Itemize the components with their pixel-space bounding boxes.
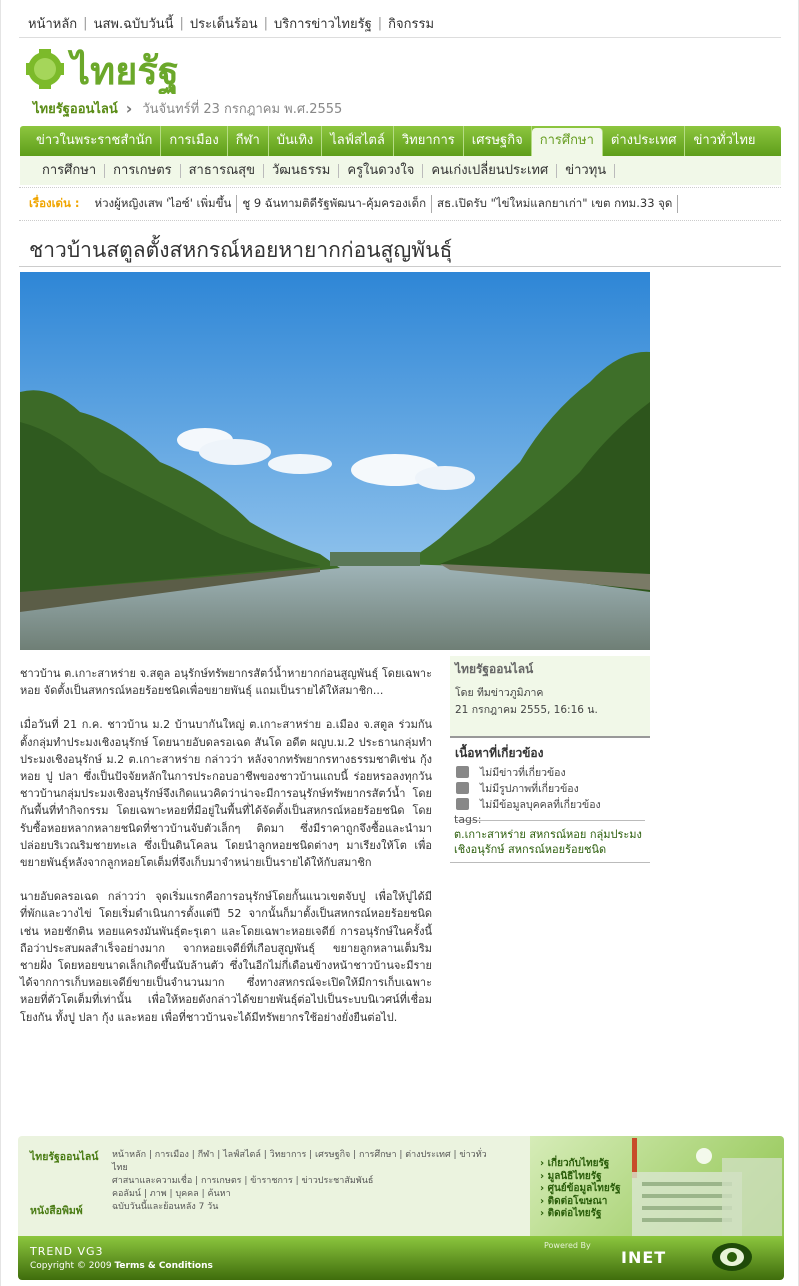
footer-brand-print: หนังสือพิมพ์ xyxy=(30,1205,83,1217)
divider xyxy=(450,862,650,863)
footer-link-row[interactable]: หน้าหลัก | การเมือง | กีฬา | ไลฟ์สไตล์ | วิทยาการ | เศรษฐกิจ | การศึกษา | ต่างประเทศ | ข่าวทั่วไทย xyxy=(112,1150,487,1173)
nav-science[interactable]: วิทยาการ xyxy=(394,126,464,156)
footer-corp-link[interactable]: › ติดต่อโฆษณา xyxy=(540,1196,621,1209)
nav-entertainment[interactable]: บันเทิง xyxy=(269,126,323,156)
news-icon xyxy=(456,766,469,778)
divider xyxy=(19,37,781,38)
hot-news-item[interactable]: ห่วงผู้หญิงเสพ 'ไอซ์' เพิ่มขึ้น xyxy=(90,195,238,213)
tags-label: tags: xyxy=(454,813,482,826)
sub-nav xyxy=(20,156,781,185)
nav-royal-news[interactable]: ข่าวในพระราชสำนัก xyxy=(28,126,161,156)
article-lead: ชาวบ้าน ต.เกาะสาหร่าย จ.สตูล อนุรักษ์ทรัพยากรสัตว์น้ำหายากก่อนสูญพันธุ์ โดยเฉพาะหอย จัดตั้งเป็นสหกรณ์หอยร้อยชนิดเพื่อขยายพันธุ์ แถมเป็นรายได้ให้สมาชิก... xyxy=(20,667,432,698)
top-link-home[interactable]: หน้าหลัก xyxy=(28,16,78,32)
person-icon xyxy=(456,798,469,810)
nav-sports[interactable]: กีฬา xyxy=(228,126,269,156)
subnav-talent[interactable]: คนเก่งเปลี่ยนประเทศ xyxy=(423,164,557,178)
tags-box xyxy=(454,812,650,857)
article-paragraph: เมื่อวันที่ 21 ก.ค. ชาวบ้าน ม.2 บ้านบากันใหญ่ ต.เกาะสาหร่าย อ.เมือง จ.สตูล ร่วมกันตั้งกลุ่มทำประมงเชิงอนุรักษ์ โดยนายอับดลรอเฉด สันโด อดีต ผญบ.ม.2 ประธานกลุ่มทำประมงเชิงอนุรักษ์ ม.2 ต.เกาะสาหร่าย กล่าวว่า หลังจากทรัพยากรทางธรรมชาติเช่น กุ้ง หอย ปู ปลา ซึ่งเป็นปัจจัยหลักในการประกอบอาชีพของชาวบ้านแถบนี้ ร่อยหรอลงทุกวัน ชาวบ้านกลุ่มประมงเชิงอนุรักษ์จึงเกิดแนวคิดว่าน่าจะมีการอนุรักษ์ทรัพยากรสัตว์น้ำ โดยกันพื้นที่ทำกิจกรรม โดยเฉพาะหอยที่มีอยู่ในพื้นที่ได้จัดตั้งเป็นสหกรณ์หอยร้อยชนิด โดยรับซื้อหอยหลากหลายชนิดที่ชาวบ้านจับตัวเล็กๆ ติดมา ซึ่งมีราคาถูกจึงซื้อและนำมาปล่อยบริเวณริมชายทะเล ซึ่งเป็นดินโคลน โดยนำลูกหอยชนิดต่างๆ มาเรียงให้โต เพื่อขยายพันธุ์หลังจากลูกหอยโตเต็มที่จึงเก็บมาจำหน่ายเป็นรายได้ให้กับสมาชิก xyxy=(20,718,432,870)
meta-source: ไทยรัฐออนไลน์ xyxy=(455,662,534,676)
footer-corporate-links xyxy=(540,1158,621,1221)
main-nav xyxy=(20,126,781,156)
site-subhead xyxy=(33,98,342,119)
top-link-hot-issues[interactable]: ประเด็นร้อน xyxy=(189,16,258,32)
meta-timestamp: 21 กรกฎาคม 2555, 16:16 น. xyxy=(455,704,598,716)
nav-education[interactable]: การศึกษา xyxy=(532,128,603,156)
top-link-activities[interactable]: กิจกรรม xyxy=(388,16,435,32)
nav-lifestyle[interactable]: ไลฟ์สไตล์ xyxy=(322,126,394,156)
footer-link-row[interactable]: คอลัมน์ | ภาพ | บุคคล | ค้นหา xyxy=(112,1189,231,1199)
subnav-teacher[interactable]: ครูในดวงใจ xyxy=(339,164,423,178)
article-photo xyxy=(20,272,650,650)
powered-by-label: Powered By xyxy=(544,1241,591,1250)
footer-links-area xyxy=(18,1136,530,1238)
top-link-services[interactable]: บริการข่าวไทยรัฐ xyxy=(273,16,372,32)
top-link-today-paper[interactable]: นสพ.ฉบับวันนี้ xyxy=(93,16,174,32)
nav-economy[interactable]: เศรษฐกิจ xyxy=(464,126,532,156)
logo-text: ไทยรัฐ xyxy=(71,49,179,93)
camera-icon xyxy=(456,782,469,794)
article-meta-box xyxy=(450,656,650,736)
article-headline: ชาวบ้านสตูลตั้งสหกรณ์หอยหายากก่อนสูญพันธุ์ xyxy=(29,238,453,262)
article-paragraph: นายอับดลรอเฉด กล่าวว่า จุดเริ่มแรกคือการอนุรักษ์โดยกั้นแนวเขตจับปู เพื่อให้ปูได้มีที่พักและวางไข่ โดยเริ่มดำเนินการตั้งแต่ปี 52 จากนั้นก็มาตั้งเป็นสหกรณ์หอยร้อยชนิด เช่น หอยชักติน หอยแครงมันพันธุ์ตะรุเตา และโดยเฉพาะหอยเจดีย์ การอนุรักษ์ในครั้งนี้ถือว่าประสบผลสำเร็จอย่างมาก จากหอยเจดีย์ที่เกือบสูญพันธุ์ ขยายลูกหลานเต็มริมชายฝั่ง โดยหอยขนาดเล็กเกิดขึ้นนับล้านตัว ซึ่งในอีกไม่กี่เดือนข้างหน้าชาวบ้านจะมีรายได้จากการเก็บหอยเจดีย์ขายเป็นจำนวนมาก ซึ่งทางสหกรณ์จะเปิดให้มีการเก็บเฉพาะหอยที่ตัวโตเต็มที่เท่านั้น เพื่อให้หอยดังกล่าวได้ขยายพันธุ์ต่อไปเป็นระบบนิเวศน์ที่เชื่อมโยงกัน ทั้งปู ปลา กุ้ง และหอย เพื่อที่ชาวบ้านจะได้มีทรัพยากรใช้อย่างยั่งยืนต่อไป. xyxy=(20,890,432,1024)
footer-link-row[interactable]: ศาสนาและความเชื่อ | การเกษตร | ข้าราชการ | ข่าวประชาสัมพันธ์ xyxy=(112,1176,374,1186)
copyright: Copyright © 2009 Terms & Conditions xyxy=(30,1261,213,1271)
footer-link-print[interactable]: ฉบับวันนี้และย้อนหลัง 7 วัน xyxy=(112,1202,219,1212)
footer-brand-online: ไทยรัฐออนไลน์ xyxy=(30,1151,99,1163)
thairath-logo[interactable] xyxy=(23,44,195,94)
nav-foreign[interactable]: ต่างประเทศ xyxy=(603,126,686,156)
subnav-agriculture[interactable]: การเกษตร xyxy=(105,164,180,178)
footer-links xyxy=(112,1149,492,1214)
footer-corp-link[interactable]: › ศูนย์ข้อมูลไทยรัฐ xyxy=(540,1183,621,1196)
footer-corp-link[interactable]: › ติดต่อไทยรัฐ xyxy=(540,1208,621,1221)
tags-list[interactable]: ต.เกาะสาหร่าย สหกรณ์หอย กลุ่มประมงเชิงอนุรักษ์ สหกรณ์หอยร้อยชนิด xyxy=(454,828,642,856)
nav-local[interactable]: ข่าวทั่วไทย xyxy=(693,133,756,148)
meta-byline: โดย ทีมข่าวภูมิภาค xyxy=(455,687,544,699)
article-body xyxy=(20,665,432,1043)
footer xyxy=(18,1136,784,1280)
subnav-public-health[interactable]: สาธารณสุข xyxy=(181,164,264,178)
nav-politics[interactable]: การเมือง xyxy=(161,126,227,156)
trend-logo: TREND VG3 xyxy=(30,1245,104,1258)
footer-bar xyxy=(18,1236,784,1280)
inet-logo[interactable]: INET xyxy=(621,1248,667,1267)
top-links: หน้าหลัก | นสพ.ฉบับวันนี้ | ประเด็นร้อน | บริการข่าวไทยรัฐ | กิจกรรม xyxy=(23,10,439,36)
subnav-culture[interactable]: วัฒนธรรม xyxy=(264,164,339,178)
chevron-right-icon: › xyxy=(125,99,133,118)
divider xyxy=(19,266,781,267)
hot-news-label: เรื่องเด่น : xyxy=(29,196,80,210)
eye-logo-icon xyxy=(710,1240,754,1274)
hot-news-item[interactable]: สธ.เปิดรับ "ไข่ใหม่แลกยาเก่า" เขต กทม.33 จุด xyxy=(432,195,678,213)
related-title: เนื้อหาที่เกี่ยวข้อง xyxy=(455,746,544,760)
related-item: ไม่มีข่าวที่เกี่ยวข้อง xyxy=(456,765,650,779)
divider xyxy=(19,187,781,188)
subnav-education[interactable]: การศึกษา xyxy=(34,164,105,178)
footer-corp-link[interactable]: › มูลนิธิไทยรัฐ xyxy=(540,1171,621,1184)
hot-news-item[interactable]: ชู 9 ฉันทามติดีรัฐพัฒนา-คุ้มครองเด็ก xyxy=(237,195,432,213)
hot-news-bar xyxy=(29,195,678,213)
divider xyxy=(19,220,781,221)
subnav-scholarship[interactable]: ข่าวทุน xyxy=(557,164,615,178)
footer-corp-link[interactable]: › เกี่ยวกับไทยรัฐ xyxy=(540,1158,621,1171)
terms-link[interactable]: Terms & Conditions xyxy=(114,1261,213,1271)
current-date: วันจันทร์ที่ 23 กรกฎาคม พ.ศ.2555 xyxy=(142,102,343,117)
related-item: ไม่มีรูปภาพที่เกี่ยวข้อง xyxy=(456,781,650,795)
related-content xyxy=(450,736,650,821)
related-item: ไม่มีข้อมูลบุคคลที่เกี่ยวข้อง xyxy=(456,797,650,811)
site-name[interactable]: ไทยรัฐออนไลน์ xyxy=(33,102,118,117)
building-illustration xyxy=(612,1138,782,1236)
